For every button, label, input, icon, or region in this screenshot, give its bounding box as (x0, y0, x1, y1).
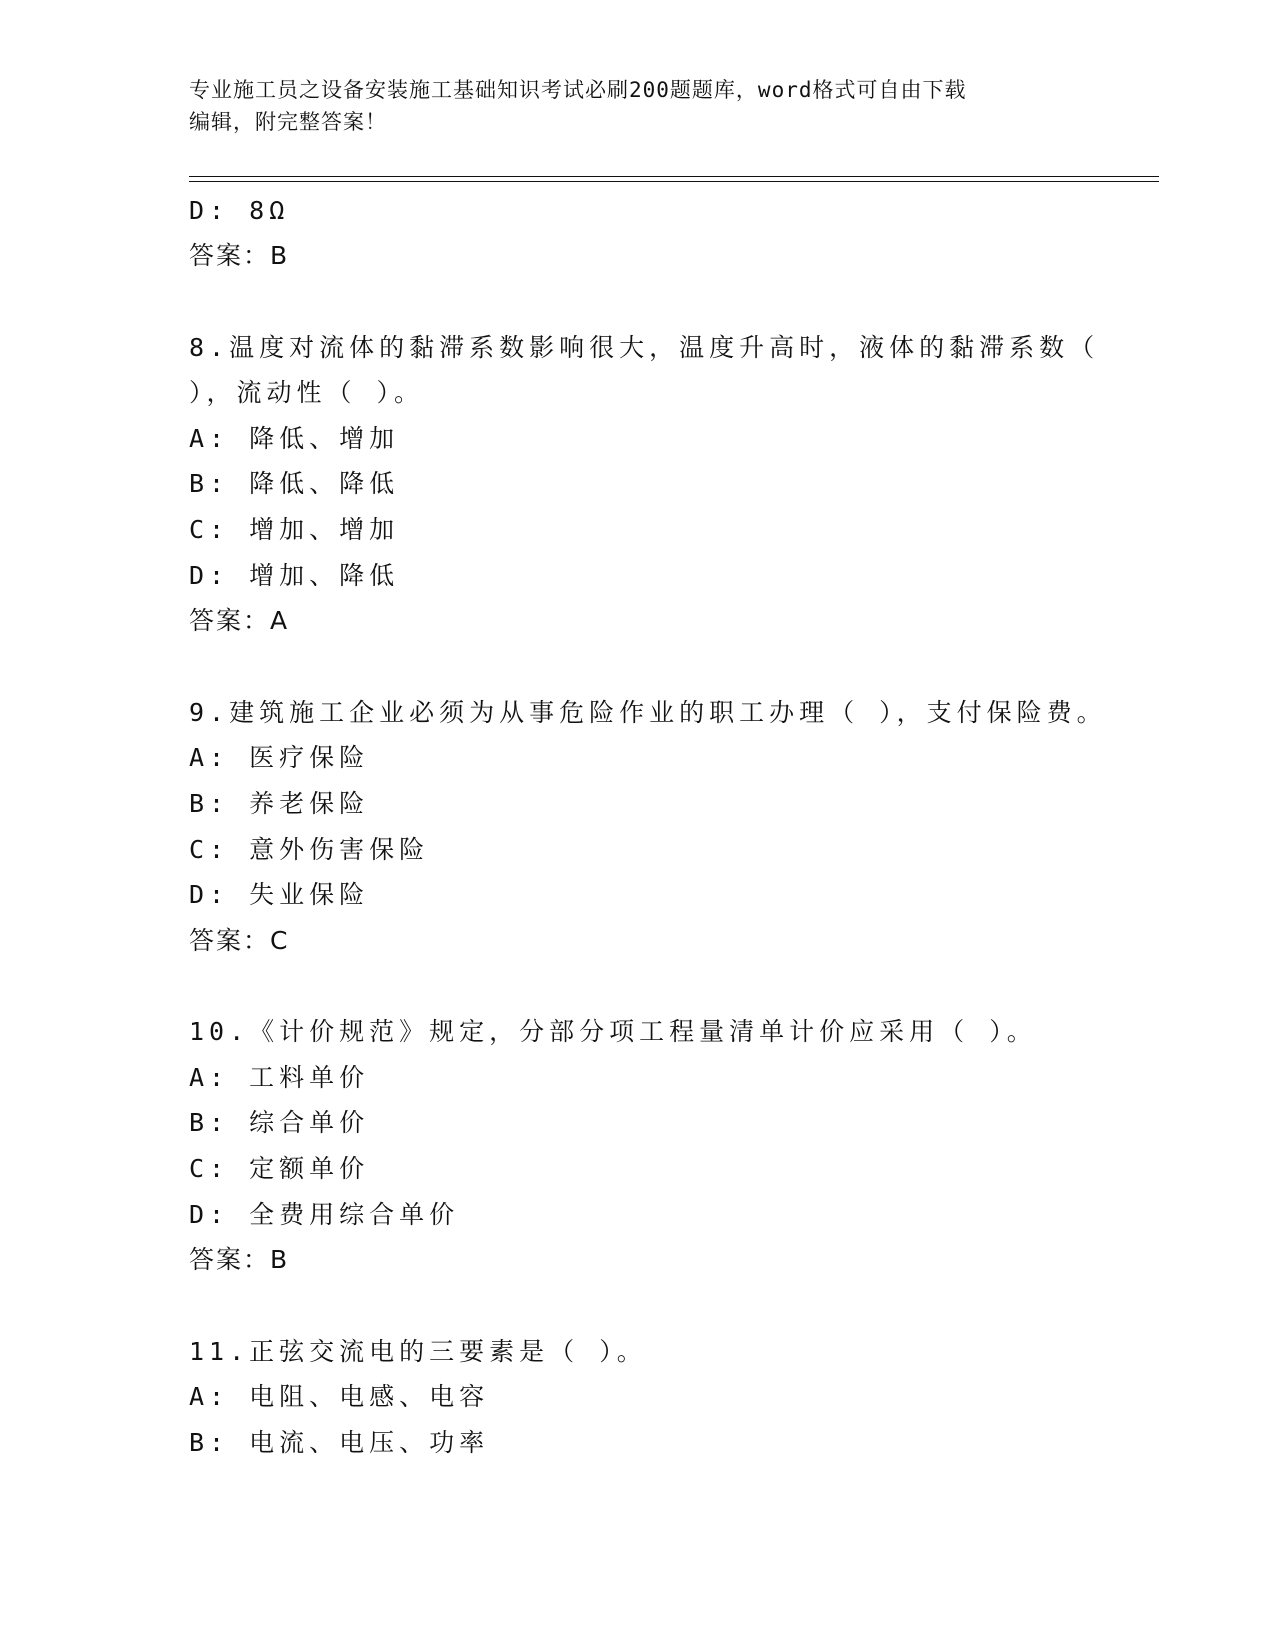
option-line: D: 增加、降低 (189, 561, 400, 590)
option-line: D: 失业保险 (189, 880, 370, 909)
question-text: 9.建筑施工企业必须为从事危险作业的职工办理（ ），支付保险费。 (189, 698, 1107, 727)
option-line: C: 定额单价 (189, 1154, 370, 1183)
header-line-1: 专业施工员之设备安装施工基础知识考试必刷200题题库，word格式可自由下载 (189, 78, 967, 102)
option-line: C: 增加、增加 (189, 515, 400, 544)
option-line: A: 医疗保险 (189, 743, 370, 772)
header-line-2: 编辑，附完整答案！ (189, 110, 387, 134)
header-divider-bottom (189, 181, 1159, 182)
document-header (189, 74, 1089, 138)
option-line: B: 养老保险 (189, 789, 370, 818)
answer-line: 答案：A (189, 606, 290, 635)
option-line: A: 工料单价 (189, 1063, 370, 1092)
option-line: C: 意外伤害保险 (189, 835, 430, 864)
option-line: B: 电流、电压、功率 (189, 1428, 490, 1457)
answer-line: 答案：C (189, 926, 290, 955)
answer-line: 答案：B (189, 1245, 290, 1274)
question-text: 8.温度对流体的黏滞系数影响很大，温度升高时，液体的黏滞系数（ (189, 333, 1100, 362)
option-line: A: 降低、增加 (189, 424, 400, 453)
header-divider-top (189, 176, 1159, 177)
question-text: ），流动性（ ）。 (189, 378, 425, 407)
answer-line: 答案：B (189, 241, 290, 270)
option-line: D: 全费用综合单价 (189, 1200, 460, 1229)
option-line: B: 降低、降低 (189, 469, 400, 498)
option-line: B: 综合单价 (189, 1108, 370, 1137)
question-text: 11.正弦交流电的三要素是（ ）。 (189, 1337, 647, 1366)
option-line: D: 8Ω (189, 196, 290, 225)
question-text: 10.《计价规范》规定，分部分项工程量清单计价应采用（ ）。 (189, 1017, 1037, 1046)
option-line: A: 电阻、电感、电容 (189, 1382, 490, 1411)
